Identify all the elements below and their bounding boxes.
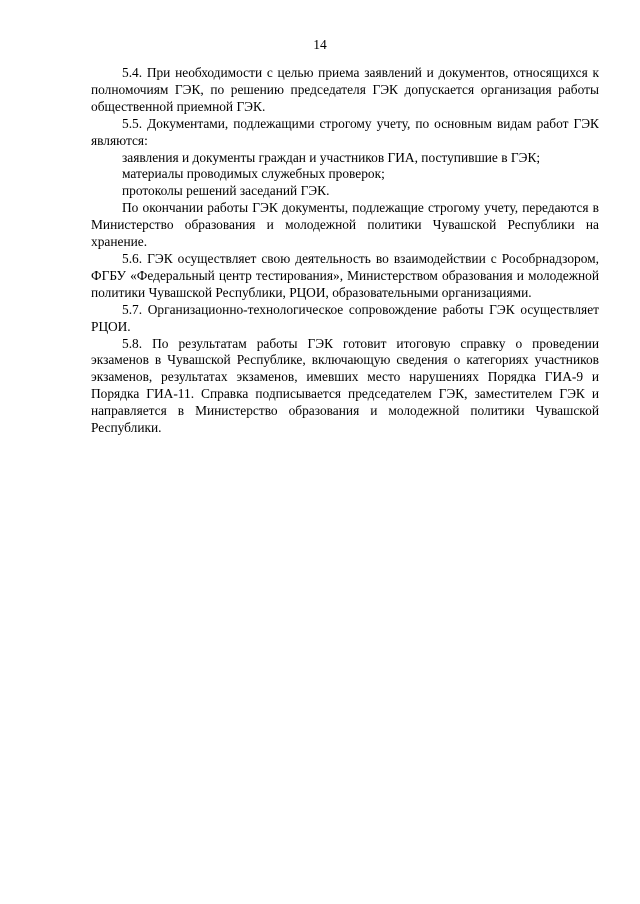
paragraph-5-8: 5.8. По результатам работы ГЭК готовит итоговую справку о проведении экзаменов в Чувашской Республике, включающую сведения о категориях участников экзаменов, результатах экзаменов, имевших место нарушениях Порядка ГИА-9 и Порядка ГИА-11. Справка подписывается председателем ГЭК, заместителем ГЭК и направляется в Министерство образования и молодежной политики Чувашской Республики.	[91, 335, 599, 436]
paragraph-5-6: 5.6. ГЭК осуществляет свою деятельность во взаимодействии с Рособрнадзором, ФГБУ «Федеральный центр тестирования», Министерством образования и молодежной политики Чувашской Республики, РЦОИ, образовательными организациями.	[91, 250, 599, 300]
paragraph-storage: По окончании работы ГЭК документы, подлежащие строгому учету, передаются в Министерство образования и молодежной политики Чувашской Республики на хранение.	[91, 200, 599, 250]
paragraph-5-5: 5.5. Документами, подлежащими строгому учету, по основным видам работ ГЭК являются:	[91, 115, 599, 148]
list-item: протоколы решений заседаний ГЭК.	[122, 183, 330, 199]
paragraph-5-7: 5.7. Организационно-технологическое сопровождение работы ГЭК осуществляет РЦОИ.	[91, 301, 599, 334]
paragraph-5-4: 5.4. При необходимости с целью приема заявлений и документов, относящихся к полномочиям ГЭК, по решению председателя ГЭК допускается организация работы общественной приемной ГЭК.	[91, 65, 599, 114]
list-item: заявления и документы граждан и участников ГИА, поступившие в ГЭК;	[122, 149, 541, 165]
document-body	[91, 65, 599, 437]
list-item: материалы проводимых служебных проверок;	[122, 166, 385, 182]
page-number: 14	[313, 37, 327, 52]
